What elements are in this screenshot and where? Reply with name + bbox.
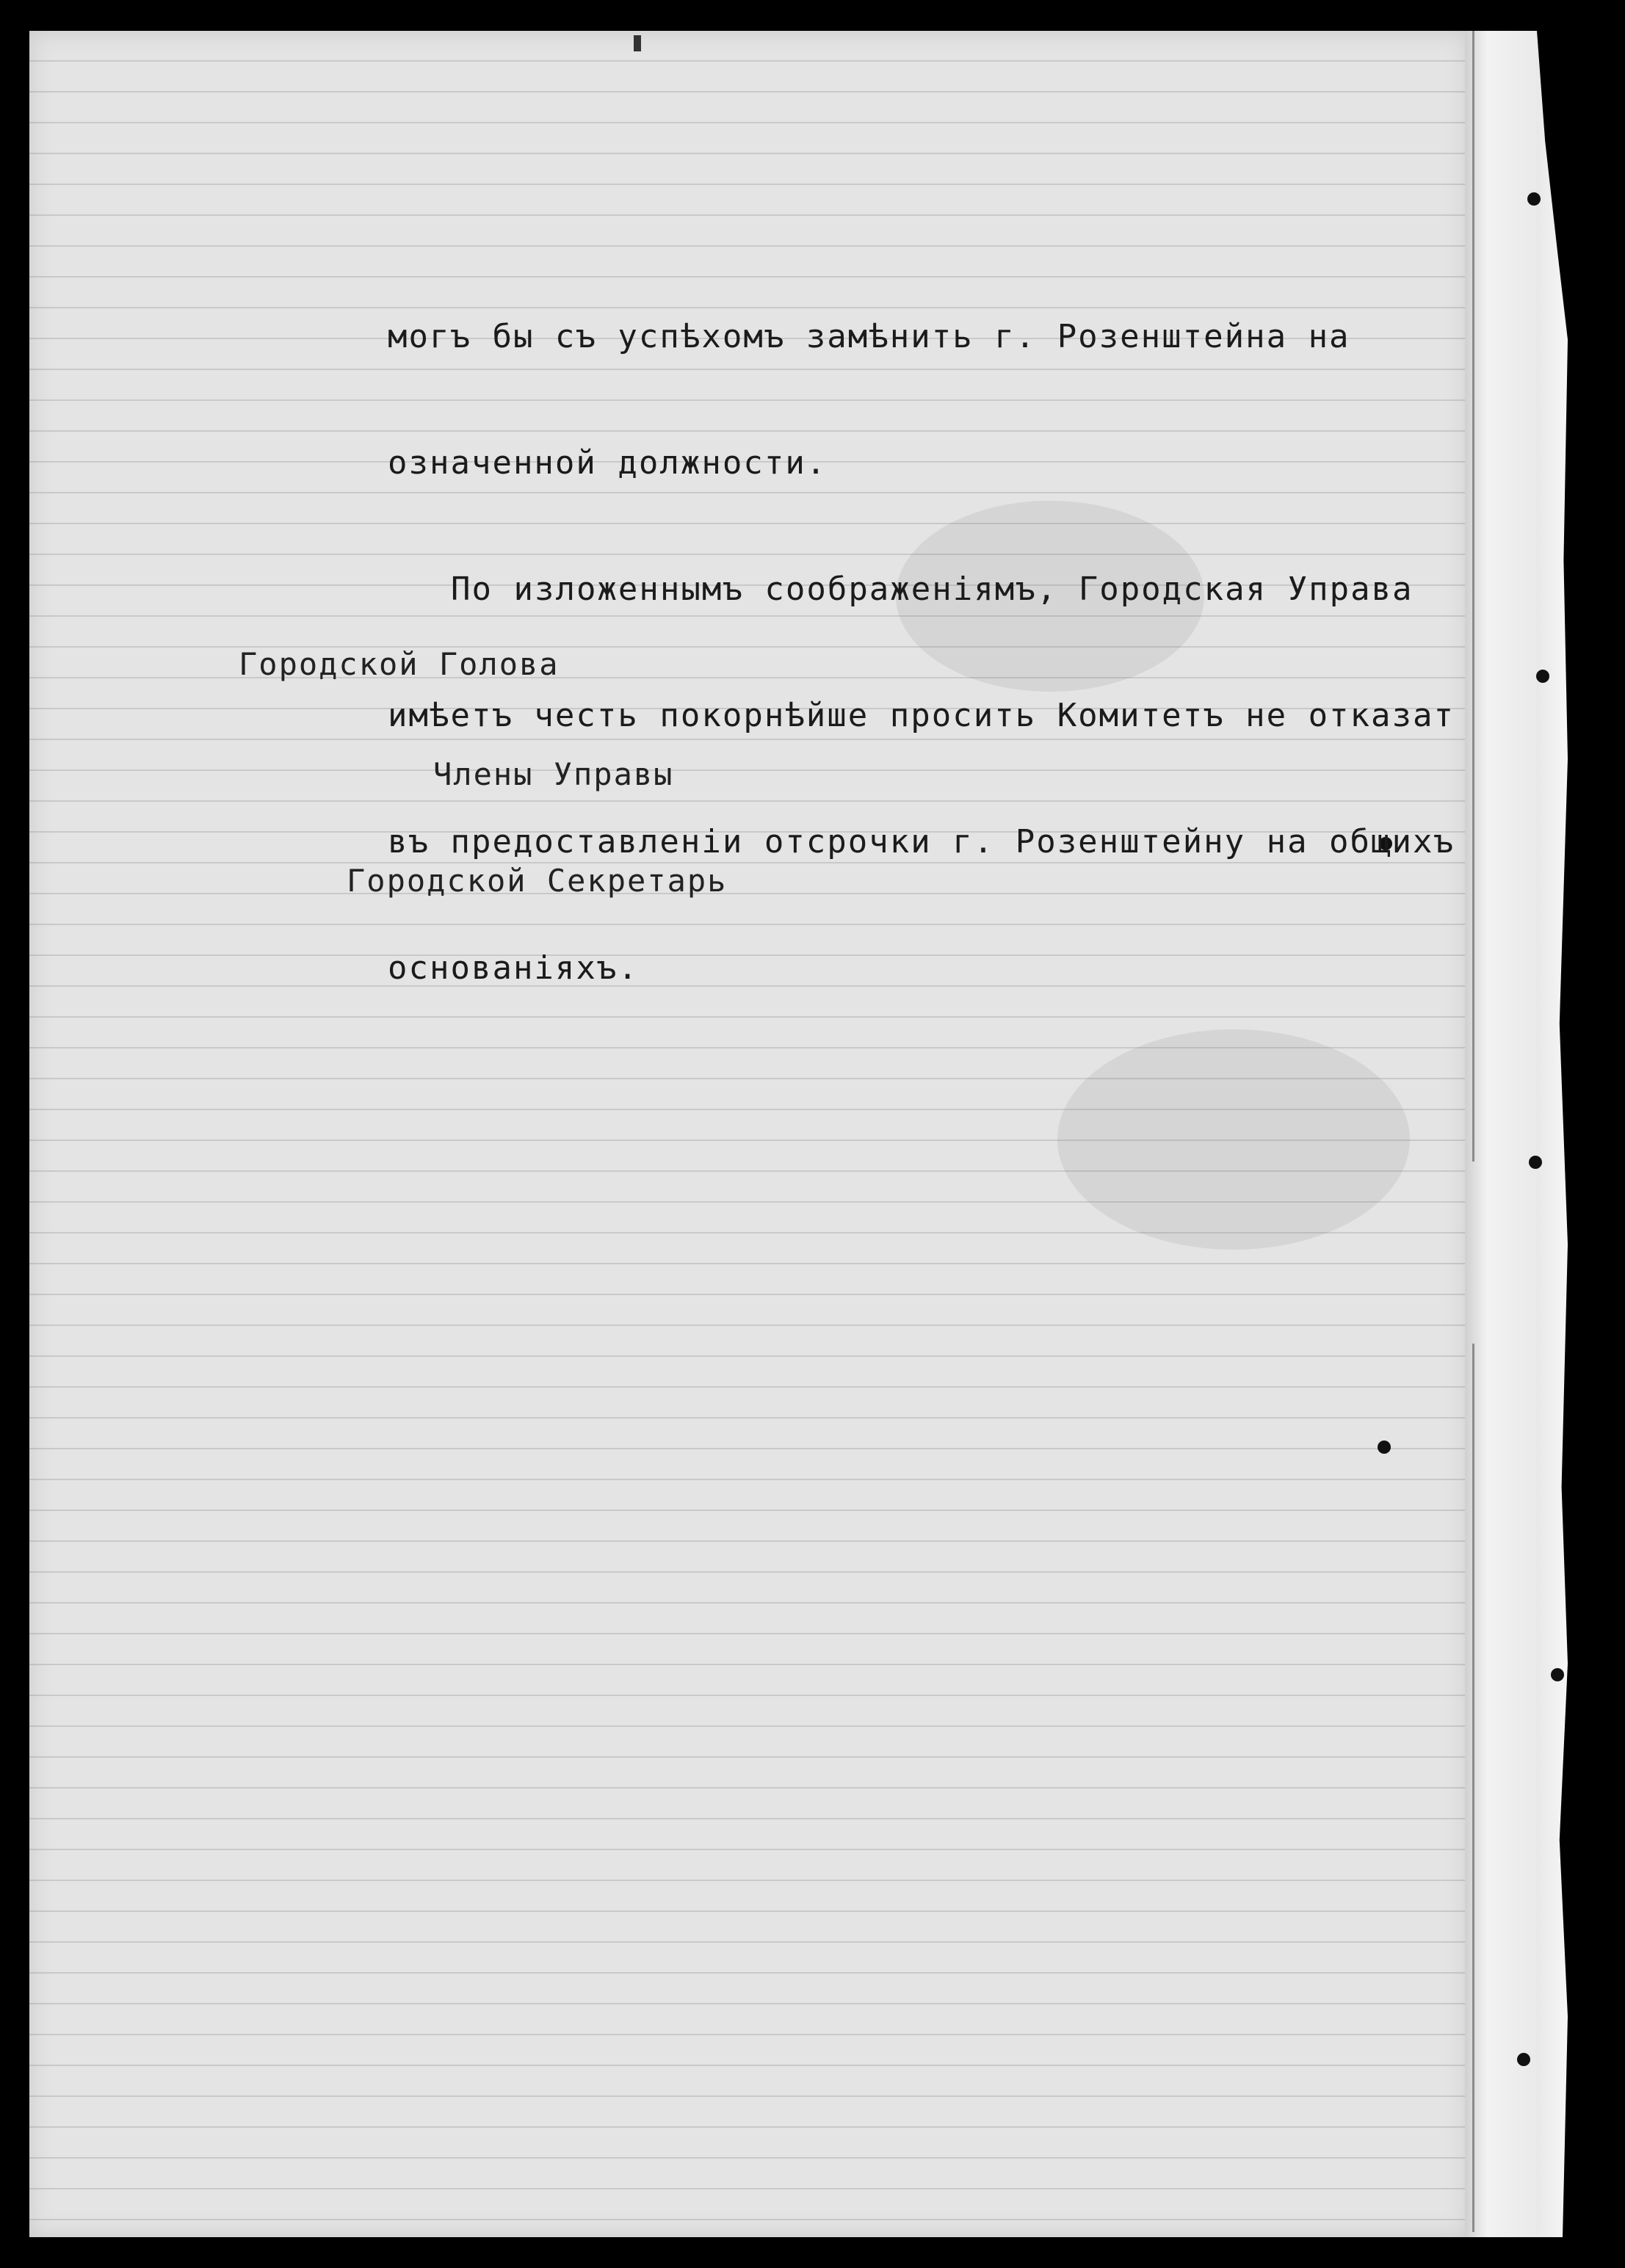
signature-board-members: Члены Управы: [433, 756, 674, 792]
binding-hole-mark: [1378, 1441, 1391, 1454]
binding-hole-mark: [1529, 1156, 1542, 1169]
body-line: По изложеннымъ соображенiямъ, Городская Управа: [451, 570, 1414, 608]
body-line: означенной должности.: [388, 444, 828, 482]
body-line: могъ бы съ успѣхомъ замѣнить г. Розенштейна на: [388, 318, 1350, 355]
body-line: въ предоставленiи отсрочки г. Розенштейну на общихъ: [388, 823, 1455, 861]
torn-edge-strip: [1465, 31, 1568, 2237]
ink-mark: [634, 35, 641, 51]
body-line: основанiяхъ.: [388, 949, 639, 987]
binding-hole-mark: [1527, 192, 1541, 206]
binding-hole-mark: [1536, 670, 1549, 683]
binding-hole-mark: [1551, 1668, 1564, 1681]
strip-fold-line: [1472, 31, 1474, 1162]
signature-city-secretary: Городской Секретарь: [347, 863, 728, 899]
strip-fold-line: [1472, 1344, 1474, 2232]
binding-hole-mark: [1517, 2053, 1530, 2066]
body-line: имѣетъ честь покорнѣйше просить Комитетъ не отказат: [388, 697, 1455, 734]
signature-city-head: Городской Голова: [239, 646, 560, 682]
